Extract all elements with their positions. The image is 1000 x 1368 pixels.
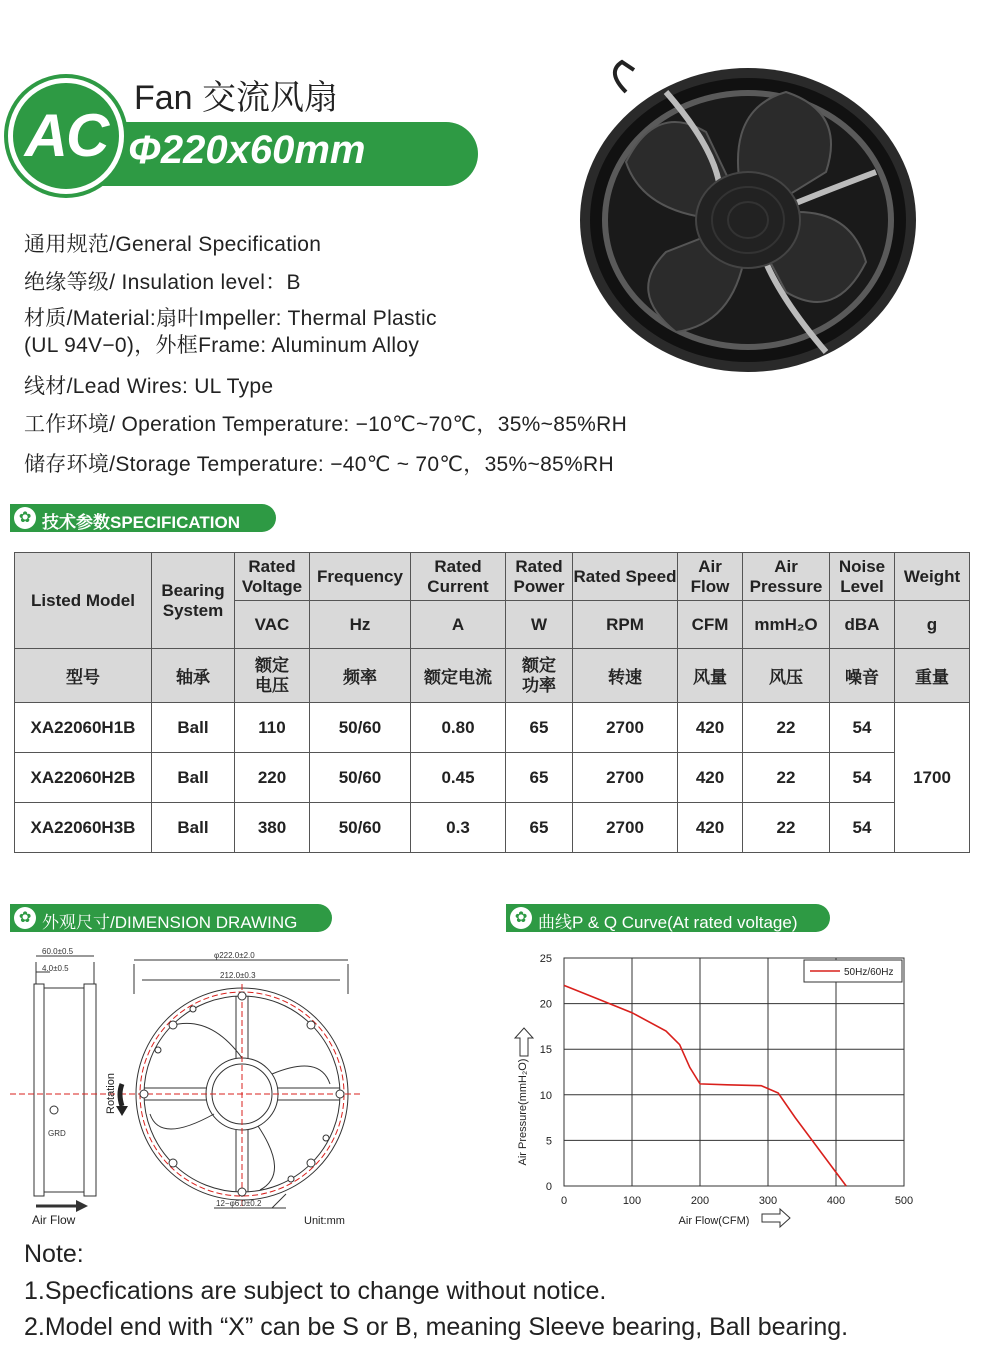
cell-power: 65 <box>506 803 573 853</box>
cell-current: 0.45 <box>411 753 506 803</box>
dim-flange-label: 4.0±0.5 <box>42 964 69 973</box>
th-speed: Rated Speed <box>573 553 678 601</box>
y-tick-label: 10 <box>539 1089 552 1102</box>
th-model: Listed Model <box>15 553 152 649</box>
cell-speed: 2700 <box>573 703 678 753</box>
airflow-label: Air Flow <box>32 1213 76 1227</box>
cn-speed: 转速 <box>573 649 678 703</box>
grd-label: GRD <box>48 1129 66 1138</box>
note-heading: Note: <box>24 1240 84 1268</box>
x-tick-label: 0 <box>560 1195 568 1207</box>
unit-current: A <box>411 601 506 649</box>
cn-frequency: 频率 <box>310 649 411 703</box>
note-item-2: 2.Model end with “X” can be S or B, meaning Sleeve bearing, Ball bearing. <box>24 1313 849 1341</box>
spec-operation-temp: 工作环境/ Operation Temperature: −10℃~70℃，35%~85%RH <box>24 413 628 436</box>
section-curve <box>506 904 830 932</box>
cell-voltage: 110 <box>235 703 310 753</box>
cell-airflow: 420 <box>678 803 743 853</box>
table-row <box>15 803 970 853</box>
fan-icon: ✿ <box>14 907 36 929</box>
cell-pressure: 22 <box>743 753 830 803</box>
fan-icon: ✿ <box>14 507 36 529</box>
x-axis-label: Air Flow(CFM) <box>678 1215 750 1227</box>
unit-speed: RPM <box>573 601 678 649</box>
dimension-drawing <box>10 944 370 1234</box>
dim-inner-label: 212.0±0.3 <box>220 971 256 980</box>
th-airflow: Air Flow <box>678 553 743 601</box>
cell-voltage: 220 <box>235 753 310 803</box>
spec-material: 材质/Material:扇叶Impeller: Thermal Plastic <box>24 307 437 330</box>
x-tick-label: 300 <box>758 1195 778 1207</box>
cell-voltage: 380 <box>235 803 310 853</box>
cell-speed: 2700 <box>573 753 678 803</box>
fan-icon: ✿ <box>510 907 532 929</box>
x-axis-arrow-icon <box>762 1209 790 1227</box>
ac-badge <box>8 78 124 194</box>
section-curve-label: 曲线P & Q Curve(At rated voltage) <box>538 913 798 932</box>
cell-frequency: 50/60 <box>310 703 411 753</box>
cn-pressure: 风压 <box>743 649 830 703</box>
th-weight: Weight <box>895 553 970 601</box>
cn-bearing: 轴承 <box>152 649 235 703</box>
unit-voltage: VAC <box>235 601 310 649</box>
cell-power: 65 <box>506 753 573 803</box>
cell-power: 65 <box>506 703 573 753</box>
spec-table <box>14 552 970 853</box>
cn-noise: 噪音 <box>830 649 895 703</box>
cell-noise: 54 <box>830 753 895 803</box>
section-specification <box>10 504 276 532</box>
cell-current: 0.3 <box>411 803 506 853</box>
y-axis-arrow-icon <box>515 1028 533 1056</box>
section-dimension-label: 外观尺寸/DIMENSION DRAWING <box>42 913 298 932</box>
x-tick-label: 500 <box>894 1195 914 1207</box>
cell-pressure: 22 <box>743 803 830 853</box>
plot-frame <box>564 958 904 1186</box>
th-bearing: Bearing System <box>152 553 235 649</box>
cell-noise: 54 <box>830 803 895 853</box>
cell-weight: 1700 <box>895 703 970 853</box>
y-tick-label: 5 <box>545 1135 552 1148</box>
dim-width-label: 60.0±0.5 <box>42 947 74 956</box>
cell-model: XA22060H2B <box>15 753 152 803</box>
section-specification-label: 技术参数SPECIFICATION <box>42 513 241 532</box>
th-frequency: Frequency <box>310 553 411 601</box>
cn-current: 额定电流 <box>411 649 506 703</box>
table-row <box>15 753 970 803</box>
y-tick-label: 0 <box>545 1181 552 1193</box>
cell-pressure: 22 <box>743 703 830 753</box>
dim-holes-label: 12−φ6.0±0.2 <box>216 1199 262 1208</box>
y-tick-label: 20 <box>539 998 552 1011</box>
x-tick-label: 100 <box>622 1195 642 1207</box>
section-dimension <box>10 904 332 932</box>
unit-airflow: CFM <box>678 601 743 649</box>
unit-noise: dBA <box>830 601 895 649</box>
cell-airflow: 420 <box>678 703 743 753</box>
th-noise: Noise Level <box>830 553 895 601</box>
rotation-label: Rotation <box>105 1073 117 1114</box>
cell-frequency: 50/60 <box>310 753 411 803</box>
y-axis-label: Air Pressure(mmH₂O) <box>517 1058 529 1166</box>
cell-bearing: Ball <box>152 803 235 853</box>
unit-weight: g <box>895 601 970 649</box>
unit-label: Unit:mm <box>304 1215 345 1227</box>
cn-weight: 重量 <box>895 649 970 703</box>
pq-series-line <box>564 985 846 1186</box>
spec-lead-wires: 线材/Lead Wires: UL Type <box>24 375 274 398</box>
table-row <box>15 703 970 753</box>
unit-power: W <box>506 601 573 649</box>
spec-material-2: (UL 94V−0)，外框Frame: Aluminum Alloy <box>24 334 420 357</box>
cn-voltage: 额定电压 <box>235 649 310 703</box>
dim-outer-label: φ222.0±2.0 <box>214 951 255 960</box>
page-title: Fan 交流风扇 <box>134 79 339 117</box>
cell-bearing: Ball <box>152 703 235 753</box>
x-tick-label: 400 <box>826 1195 846 1207</box>
note-item-1: 1.Specfications are subject to change without notice. <box>24 1277 607 1305</box>
x-tick-label: 200 <box>690 1195 710 1207</box>
cn-airflow: 风量 <box>678 649 743 703</box>
cell-bearing: Ball <box>152 753 235 803</box>
y-tick-label: 15 <box>539 1044 552 1057</box>
th-pressure: Air Pressure <box>743 553 830 601</box>
fan-product-image <box>566 52 928 378</box>
cell-airflow: 420 <box>678 753 743 803</box>
unit-frequency: Hz <box>310 601 411 649</box>
th-voltage: Rated Voltage <box>235 553 310 601</box>
cell-model: XA22060H3B <box>15 803 152 853</box>
spec-insulation: 绝缘等级/ Insulation level：B <box>24 271 301 294</box>
cell-current: 0.80 <box>411 703 506 753</box>
th-power: Rated Power <box>506 553 573 601</box>
ac-badge-label: AC <box>24 102 108 169</box>
th-current: Rated Current <box>411 553 506 601</box>
cell-speed: 2700 <box>573 803 678 853</box>
cell-frequency: 50/60 <box>310 803 411 853</box>
cell-model: XA22060H1B <box>15 703 152 753</box>
cell-noise: 54 <box>830 703 895 753</box>
cn-power: 额定功率 <box>506 649 573 703</box>
fan-size: Φ220x60mm <box>128 128 366 172</box>
spec-general: 通用规范/General Specification <box>24 233 322 256</box>
legend-label: 50Hz/60Hz <box>844 967 894 978</box>
pq-curve-chart <box>504 944 924 1234</box>
unit-pressure: mmH₂O <box>743 601 830 649</box>
spec-storage-temp: 储存环境/Storage Temperature: −40℃ ~ 70℃，35%~85%RH <box>24 453 614 476</box>
cn-model: 型号 <box>15 649 152 703</box>
y-tick-label: 25 <box>539 953 552 965</box>
